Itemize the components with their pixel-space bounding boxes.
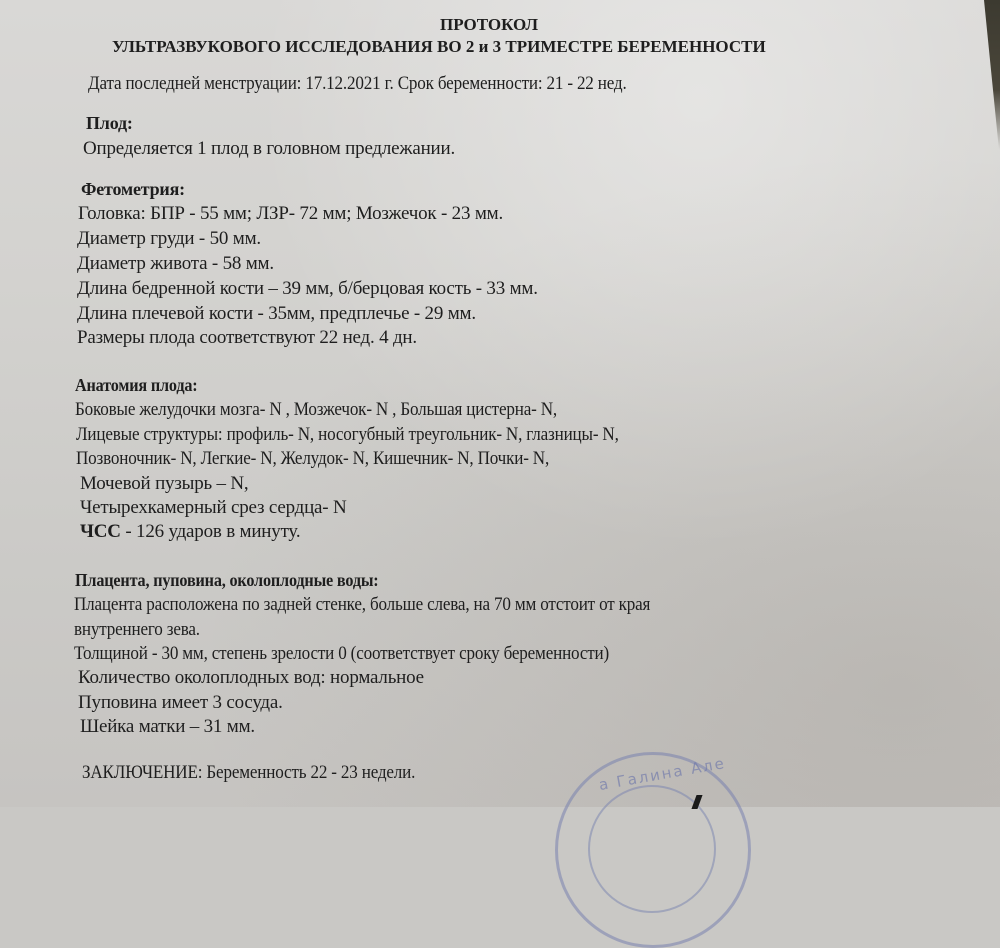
placenta-line: Плацента расположена по задней стенке, больше слева, на 70 мм отстоит от края (74, 594, 651, 615)
placenta-line: Пуповина имеет 3 сосуда. (78, 692, 283, 713)
heart-rate-value: - 126 ударов в минуту. (120, 521, 301, 542)
placenta-heading: Плацента, пуповина, околоплодные воды: (75, 570, 379, 590)
anatomy-heading: Анатомия плода: (75, 375, 198, 395)
document-subtitle: УЛЬТРАЗВУКОВОГО ИССЛЕДОВАНИЯ ВО 2 и 3 ТРИМЕСТРЕ БЕРЕМЕННОСТИ (112, 37, 766, 56)
placenta-line: Шейка матки – 31 мм. (80, 716, 255, 737)
fetometry-line: Размеры плода соответствуют 22 нед. 4 дн. (77, 327, 417, 348)
fetometry-line: Головка: БПР - 55 мм; ЛЗР- 72 мм; Мозжечок - 23 мм. (78, 203, 504, 224)
heart-rate-line (80, 521, 300, 543)
dates-line: Дата последней менструации: 17.12.2021 г. Срок беременности: 21 - 22 нед. (88, 73, 627, 94)
anatomy-line: Позвоночник- N, Легкие- N, Желудок- N, Кишечник- N, Почки- N, (76, 448, 550, 469)
fetometry-line: Длина бедренной кости – 39 мм, б/берцовая кость - 33 мм. (77, 278, 538, 299)
fetometry-line: Длина плечевой кости - 35мм, предплечье - 29 мм. (77, 303, 476, 324)
placenta-line: внутреннего зева. (74, 619, 200, 640)
background-edge (980, 0, 1000, 150)
anatomy-line: Лицевые структуры: профиль- N, носогубный треугольник- N, глазницы- N, (76, 424, 619, 445)
fetometry-line: Диаметр живота - 58 мм. (77, 253, 274, 274)
placenta-line: Толщиной - 30 мм, степень зрелости 0 (соответствует сроку беременности) (74, 643, 610, 664)
fetus-line: Определяется 1 плод в головном предлежании. (83, 138, 456, 159)
anatomy-line: Четырехкамерный срез сердца- N (80, 497, 347, 518)
fetometry-heading: Фетометрия: (81, 179, 185, 199)
placenta-line: Количество околоплодных вод: нормальное (78, 667, 424, 688)
fetus-heading: Плод: (86, 113, 133, 133)
document-title: ПРОТОКОЛ (440, 15, 539, 34)
anatomy-line: Боковые желудочки мозга- N , Мозжечок- N , Большая цистерна- N, (75, 399, 557, 420)
fetometry-line: Диаметр груди - 50 мм. (77, 228, 261, 249)
stamp-text: а Галина Але (597, 753, 728, 795)
conclusion-line: ЗАКЛЮЧЕНИЕ: Беременность 22 - 23 недели. (82, 762, 416, 783)
stamp (555, 752, 751, 948)
heart-rate-label: ЧСС (80, 521, 121, 542)
anatomy-line: Мочевой пузырь – N, (80, 473, 249, 494)
